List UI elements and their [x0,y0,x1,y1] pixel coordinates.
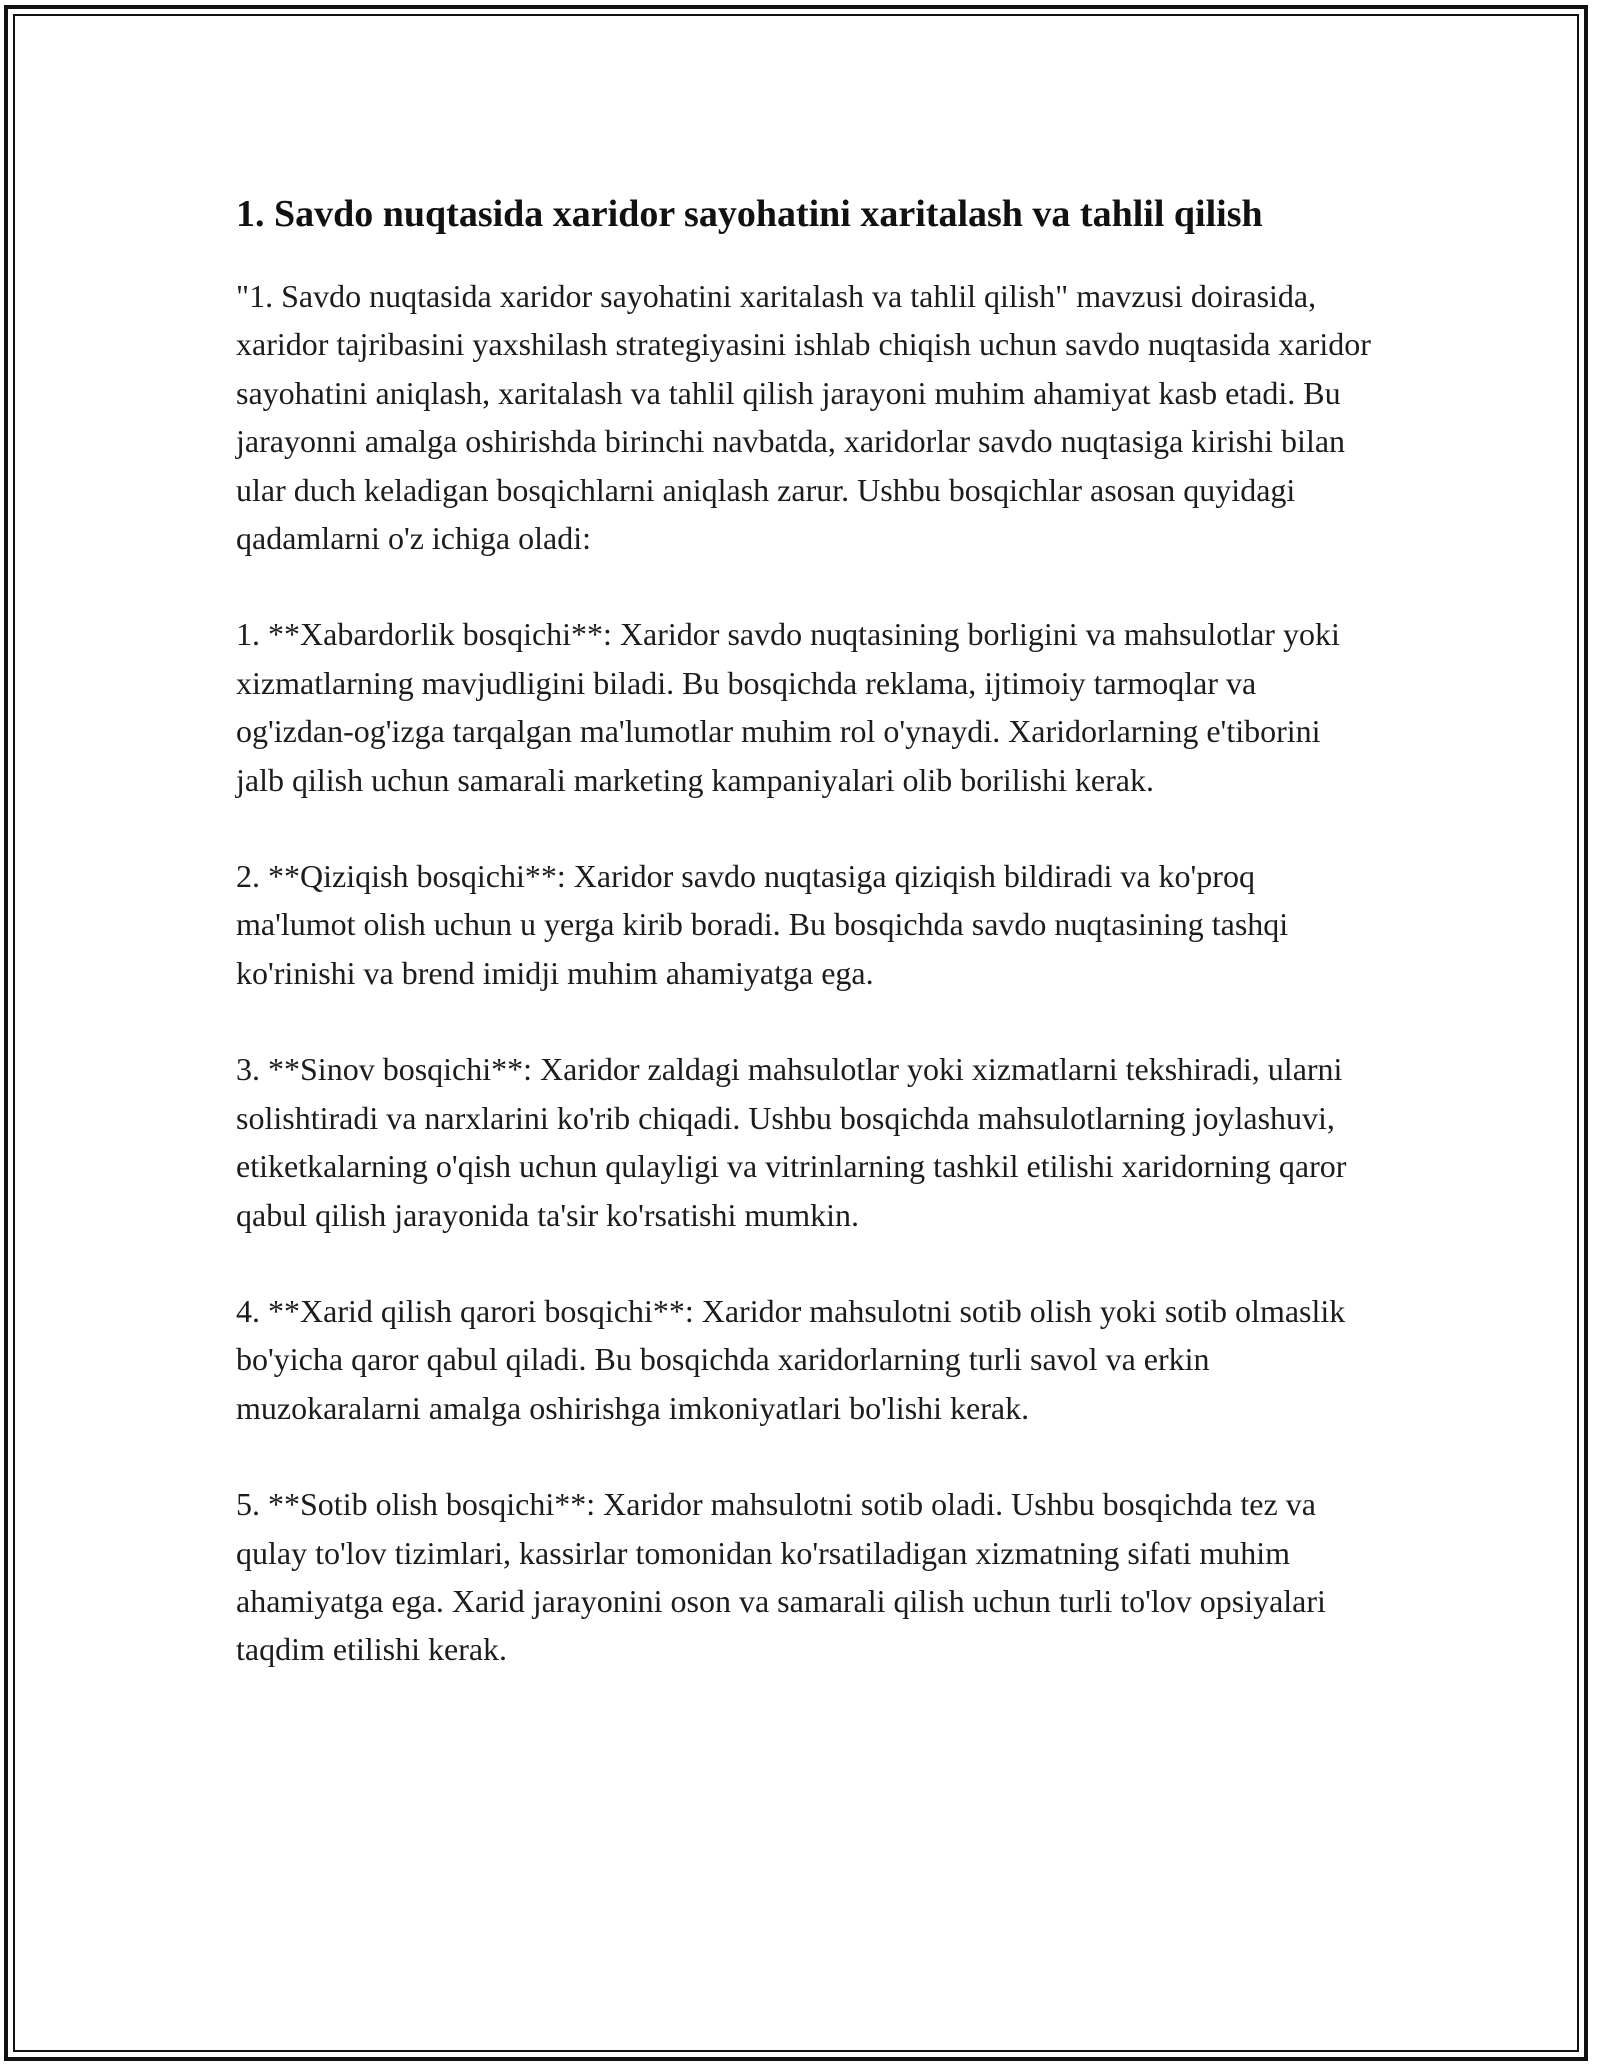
stage-2-paragraph: 2. **Qiziqish bosqichi**: Xaridor savdo nuqtasiga qiziqish bildiradi va ko'proq ma'lumot olish uchun u yerga kirib boradi. Bu bosqichda savdo nuqtasining tashqi ko'rinishi va brend imidji muhim ahamiyatga ega. [236,858,1289,991]
stage-4-paragraph: 4. **Xarid qilish qarori bosqichi**: Xaridor mahsulotni sotib olish yoki sotib olmaslik bo'yicha qaror qabul qiladi. Bu bosqichda xaridorlarning turli savol va erkin muzokaralarni amalga oshirishga imkoniyatlari bo'lishi kerak. [236,1292,1346,1426]
stage-1-paragraph: 1. **Xabardorlik bosqichi**: Xaridor savdo nuqtasining borligini va mahsulotlar yoki xizmatlarning mavjudligini biladi. Bu bosqichda reklama, ijtimoiy tarmoqlar va og'izdan-og'izga tarqalgan ma'lumotlar muhim rol o'ynaydi. Xaridorlarning e'tiborini jalb qilish uchun samarali marketing kampaniyalari olib borilishi kerak. [236,616,1340,798]
document-body [236,186,1376,1722]
stage-5-paragraph: 5. **Sotib olish bosqichi**: Xaridor mahsulotni sotib oladi. Ushbu bosqichda tez va qulay to'lov tizimlari, kassirlar tomonidan ko'rsatiladigan xizmatning sifati muhim ahamiyatga ega. Xarid jarayonini oson va samarali qilish uchun turli to'lov opsiyalari taqdim etilishi kerak. [236,1486,1326,1668]
intro-paragraph: "1. Savdo nuqtasida xaridor sayohatini xaritalash va tahlil qilish" mavzusi doirasida, xaridor tajribasini yaxshilash strategiyasini ishlab chiqish uchun savdo nuqtasida xaridor sayohatini aniqlash, xaritalash va tahlil qilish jarayoni muhim ahamiyat kasb etadi. Bu jarayonni amalga oshirishda birinchi navbatda, xaridorlar savdo nuqtasiga kirishi bilan ular duch keladigan bosqichlarni aniqlash zarur. Ushbu bosqichlar asosan quyidagi qadamlarni o'z ichiga oladi: [236,278,1371,557]
stage-3-paragraph: 3. **Sinov bosqichi**: Xaridor zaldagi mahsulotlar yoki xizmatlarni tekshiradi, ularni solishtiradi va narxlarini ko'rib chiqadi. Ushbu bosqichda mahsulotlarning joylashuvi, etiketkalarning o'qish uchun qulayligi va vitrinlarning tashkil etilishi xaridorning qaror qabul qilish jarayonida ta'sir ko'rsatishi mumkin. [236,1051,1347,1233]
document-title: 1. Savdo nuqtasida xaridor sayohatini xaritalash va tahlil qilish [236,193,1263,235]
